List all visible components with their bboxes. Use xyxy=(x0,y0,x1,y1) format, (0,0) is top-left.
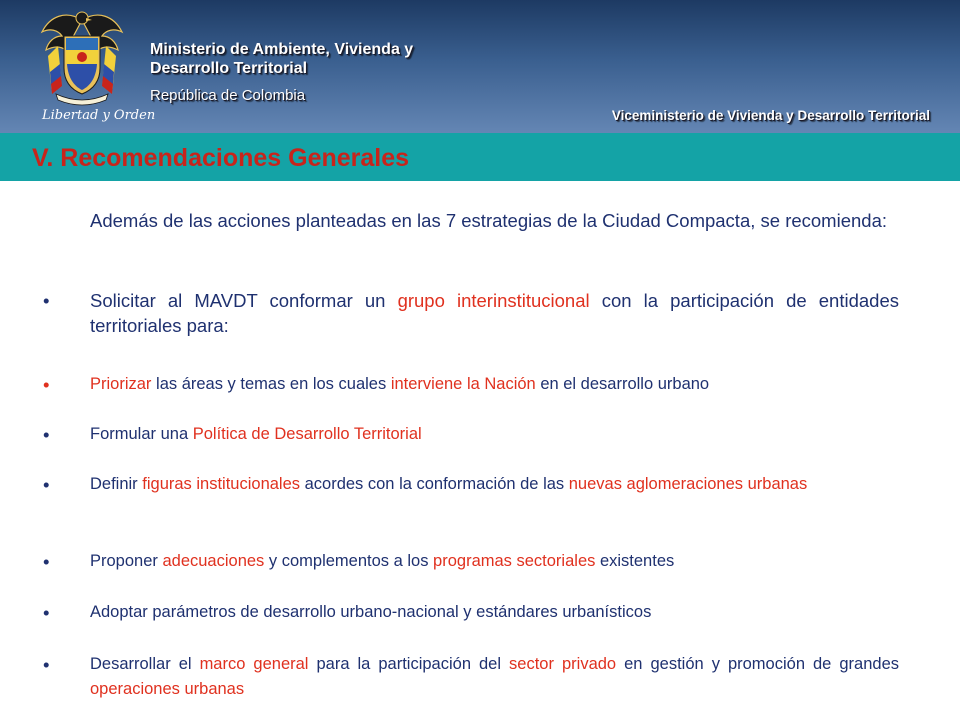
list-item xyxy=(90,472,899,497)
highlight-run: programas sectoriales xyxy=(433,552,596,570)
highlight-run: interviene la Nación xyxy=(390,375,536,393)
highlight-run: Política de Desarrollo Territorial xyxy=(192,425,422,443)
ministry-name-line1: Ministerio de Ambiente, Vivienda y xyxy=(150,41,414,58)
text-run: acordes con la conformación de las xyxy=(300,475,569,493)
slide-header xyxy=(0,0,960,133)
text-run: existentes xyxy=(595,552,675,570)
ministry-name xyxy=(150,40,413,78)
bullet-marker: • xyxy=(43,654,50,675)
highlight-run: marco general xyxy=(199,655,309,673)
bullet-marker: • xyxy=(43,551,50,572)
bullet-marker: • xyxy=(43,374,50,395)
coat-of-arms-icon xyxy=(36,6,128,106)
highlight-run: grupo interinstitucional xyxy=(397,290,590,311)
text-run: Proponer xyxy=(90,552,163,570)
text-run: Desarrollar el xyxy=(90,655,200,673)
bullet-marker: • xyxy=(43,474,50,495)
list-item xyxy=(90,422,899,447)
highlight-run: figuras institucionales xyxy=(142,475,301,493)
text-run: Formular una xyxy=(90,425,193,443)
viceministry-name: Viceministerio de Vivienda y Desarrollo Territorial xyxy=(611,108,930,123)
list-item xyxy=(90,600,899,625)
list-item xyxy=(90,549,899,574)
text-run: las áreas y temas en los cuales xyxy=(151,375,391,393)
text-run: Definir xyxy=(90,475,143,493)
text-run: y complementos a los xyxy=(264,552,434,570)
main-recommendation xyxy=(90,288,899,338)
text-run: en el desarrollo urbano xyxy=(535,375,710,393)
list-item xyxy=(90,652,899,702)
country-name: República de Colombia xyxy=(150,87,306,104)
text-run: con la participación de entidades territoriales para: xyxy=(90,290,899,336)
bullet-marker: • xyxy=(43,290,50,311)
highlight-run: nuevas aglomeraciones urbanas xyxy=(568,475,808,493)
bullet-marker: • xyxy=(43,424,50,445)
highlight-run: Priorizar xyxy=(90,375,152,393)
highlight-run: operaciones urbanas xyxy=(90,680,245,698)
bullet-marker: • xyxy=(43,602,50,623)
list-item xyxy=(90,372,899,397)
highlight-run: sector privado xyxy=(509,655,617,673)
text-run: en gestión y promoción de grandes xyxy=(616,655,899,673)
crest-motto: Libertad y Orden xyxy=(42,108,156,123)
intro-paragraph: Además de las acciones planteadas en las 7 estrategias de la Ciudad Compacta, se recomienda: xyxy=(90,210,887,231)
text-run: Solicitar al MAVDT conformar un xyxy=(90,290,398,311)
ministry-name-line2: Desarrollo Territorial xyxy=(150,60,308,77)
text-run: para la participación del xyxy=(308,655,510,673)
highlight-run: adecuaciones xyxy=(162,552,265,570)
slide-title: V. Recomendaciones Generales xyxy=(32,144,410,172)
text-run: Adoptar parámetros de desarrollo urbano-nacional y estándares urbanísticos xyxy=(90,603,652,621)
